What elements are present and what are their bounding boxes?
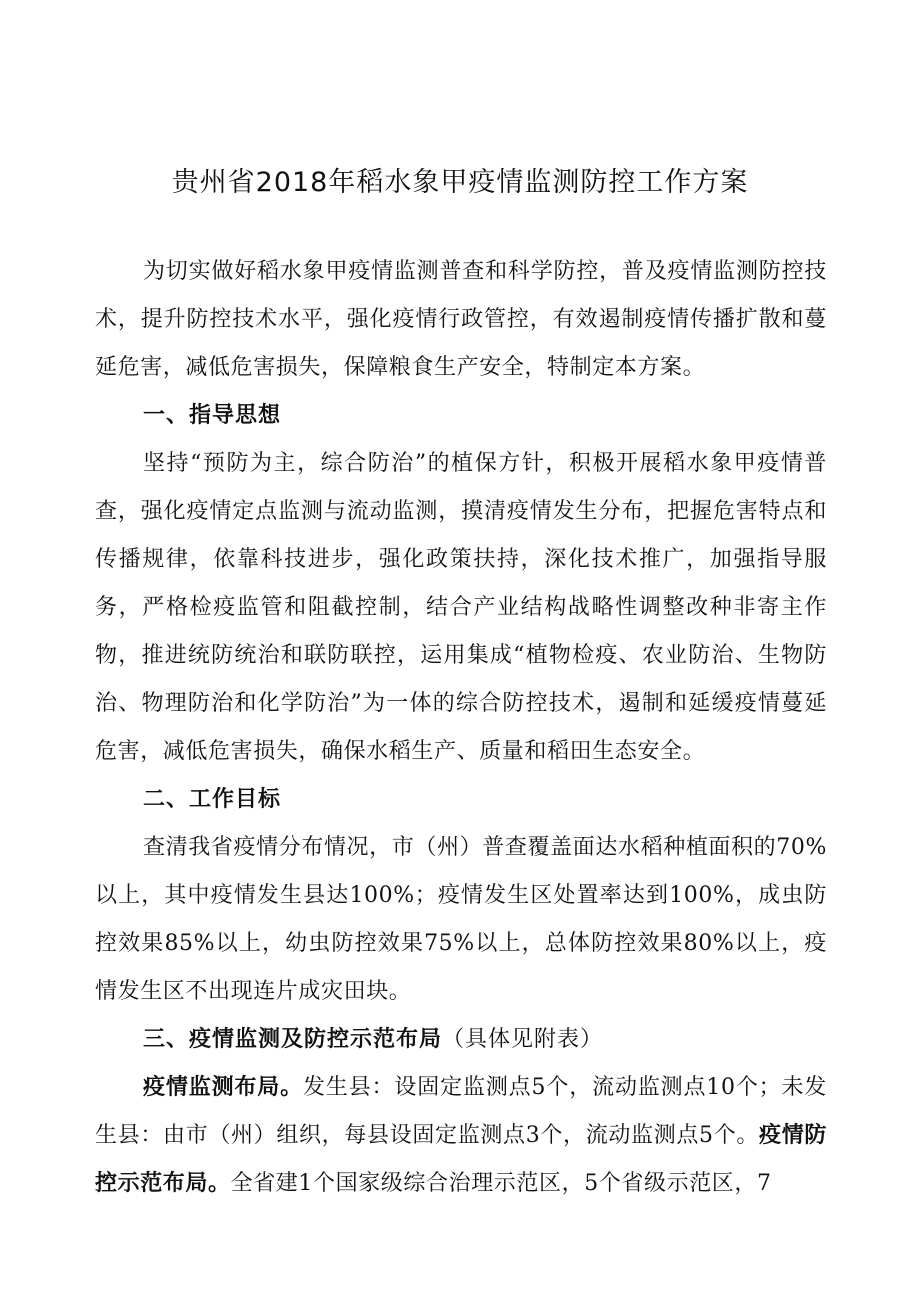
demo-layout-text: 全省建1个国家级综合治理示范区，5个省级示范区，7 bbox=[230, 1171, 772, 1196]
monitoring-layout-heading-text: 三、疫情监测及防控示范布局 bbox=[143, 1027, 443, 1052]
intro-paragraph: 为切实做好稻水象甲疫情监测普查和科学防控，普及疫情监测防控技术，提升防控技术水平，强化疫情行政管控，有效遏制疫情传播扩散和蔓延危害，减低危害损失，保障粮食生产安全，特制定本方案。 bbox=[95, 259, 827, 380]
section-heading-monitoring-layout bbox=[95, 1016, 827, 1064]
work-goals-paragraph: 查清我省疫情分布情况，市（州）普查覆盖面达水稻种植面积的70%以上，其中疫情发生县达100%；疫情发生区处置率达到100%，成虫防控效果85%以上，幼虫防控效果75%以上，总体防控效果80%以上，疫情发生区不出现连片成灾田块。 bbox=[95, 835, 827, 1004]
monitoring-layout-heading-note: （具体见附表） bbox=[442, 1027, 604, 1052]
document-title: 贵州省2018年稻水象甲疫情监测防控工作方案 bbox=[171, 167, 749, 198]
monitoring-layout-lead: 疫情监测布局。 bbox=[143, 1075, 303, 1100]
demo-layout-lead: 疫情防控示范布局。 bbox=[95, 1123, 827, 1196]
document-body bbox=[95, 248, 827, 1208]
section-heading-work-goals: 二、工作目标 bbox=[143, 787, 282, 812]
monitoring-layout-text: 发生县：设固定监测点5个，流动监测点10个；未发生县：由市（州）组织，每县设固定监测点3个，流动监测点5个。 bbox=[95, 1075, 827, 1148]
monitoring-layout-paragraph bbox=[95, 1064, 827, 1208]
section-heading-guiding-ideology: 一、指导思想 bbox=[143, 403, 282, 428]
guiding-ideology-paragraph: 坚持“预防为主，综合防治”的植保方针，积极开展稻水象甲疫情普查，强化疫情定点监测与流动监测，摸清疫情发生分布，把握危害特点和传播规律，依靠科技进步，强化政策扶持，深化技术推广，加强指导服务，严格检疫监管和阻截控制，结合产业结构战略性调整改种非寄主作物，推进统防统治和联防联控，运用集成“植物检疫、农业防治、生物防治、物理防治和化学防治”为一体的综合防控技术，遏制和延缓疫情蔓延危害，减低危害损失，确保水稻生产、质量和稻田生态安全。 bbox=[95, 451, 827, 764]
